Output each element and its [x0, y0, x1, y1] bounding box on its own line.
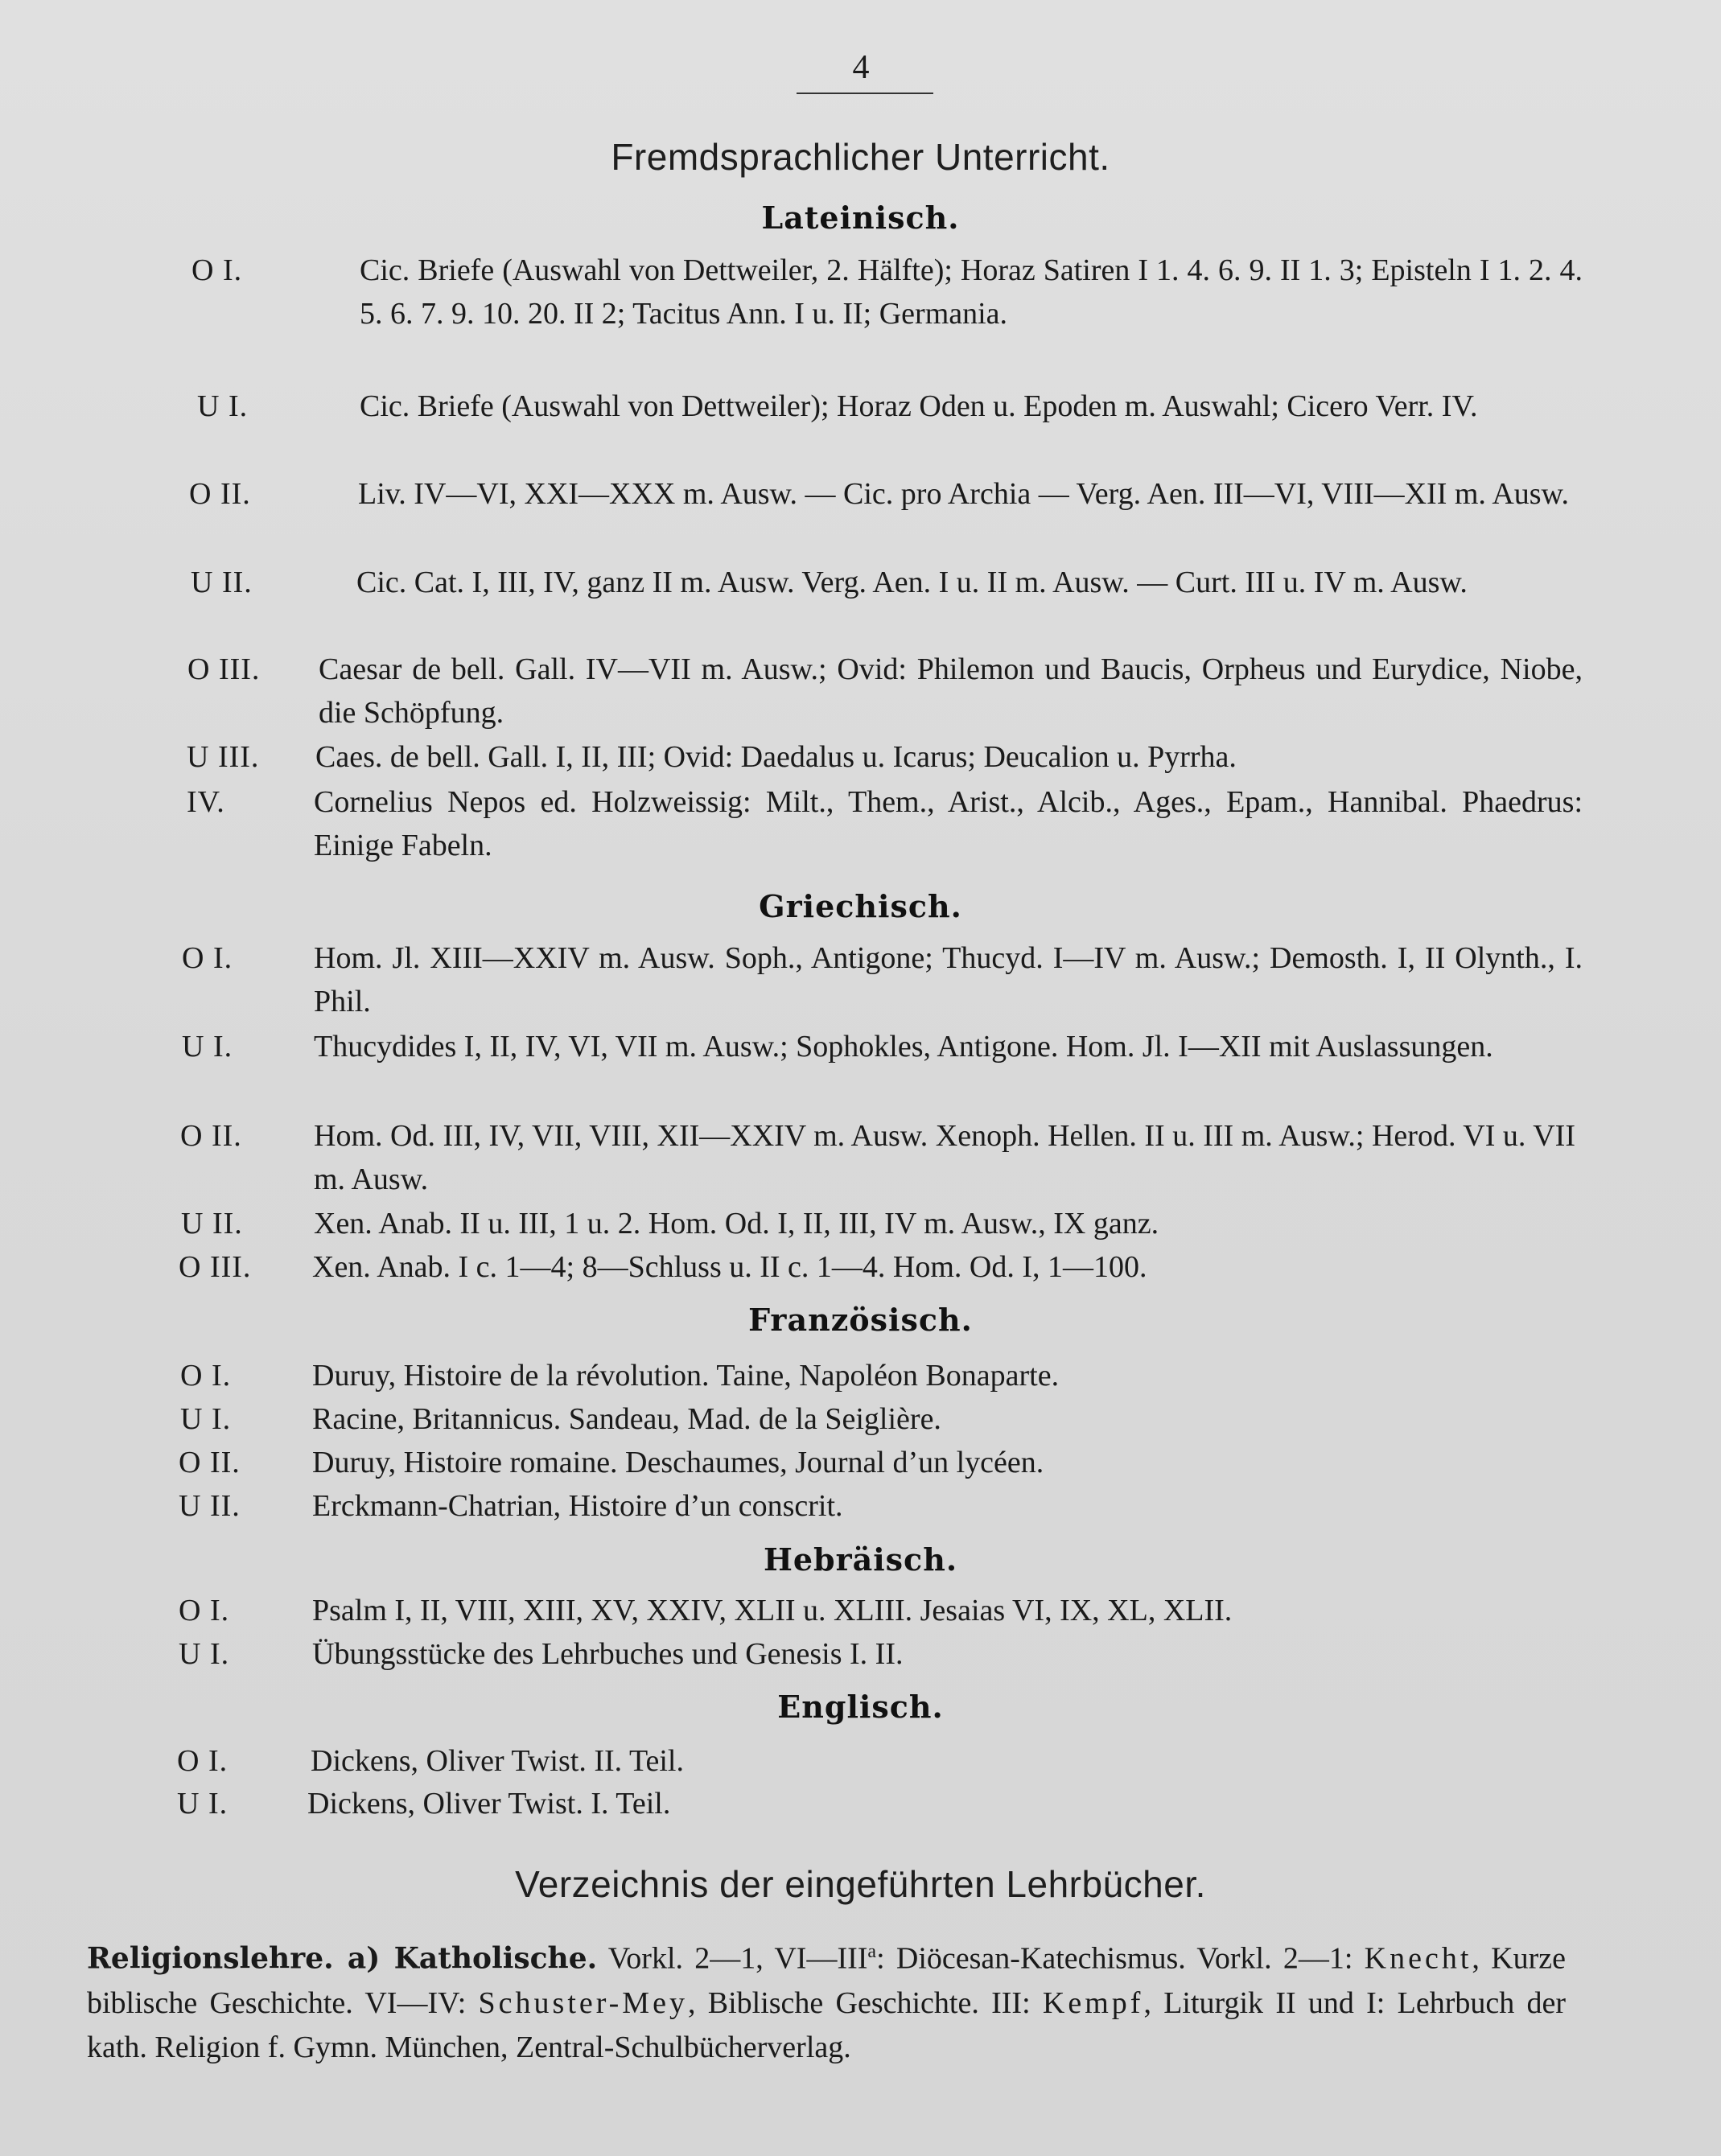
form-label: O III.: [187, 652, 261, 686]
author-schuster-mey: Schuster-Mey: [478, 1985, 688, 2020]
entry-text: Erckmann-Chatrian, Histoire d’un conscrit.: [312, 1489, 843, 1523]
entry-text: Cic. Briefe (Auswahl von Dettweiler, 2. Hälfte); Horaz Satiren I 1. 4. 6. 9. II 1. 3; Episteln I 1. 2. 4. 5. 6. 7. 9. 10. 20. II 2; Tacitus Ann. I u. II; Germania.: [360, 253, 1583, 331]
form-label: U I.: [182, 1030, 233, 1064]
religion-textbooks-paragraph: [87, 1930, 1566, 2070]
entry-text: Duruy, Histoire romaine. Deschaumes, Journal d’un lycéen.: [312, 1446, 1044, 1479]
form-label: U III.: [187, 740, 260, 774]
entry-text: Cornelius Nepos ed. Holzweissig: Milt., Them., Arist., Alcib., Ages., Epam., Hannibal. Phaedrus: Einige Fabeln.: [314, 785, 1583, 862]
author-knecht: Knecht: [1364, 1941, 1472, 1976]
page-number: 4: [852, 49, 870, 86]
form-label: O II.: [180, 1119, 242, 1153]
form-label: U II.: [179, 1489, 241, 1523]
religion-text-2: : Diöcesan-Katechismus. Vorkl. 2—1:: [876, 1941, 1365, 1976]
form-label: U I.: [180, 1402, 232, 1436]
entry-text: Xen. Anab. I c. 1—4; 8—Schluss u. II c. 1—4. Hom. Od. I, 1—100.: [312, 1250, 1147, 1284]
entry-text: Xen. Anab. II u. III, 1 u. 2. Hom. Od. I, II, III, IV m. Ausw., IX ganz.: [314, 1207, 1159, 1241]
entry-text: Duruy, Histoire de la révolution. Taine, Napoléon Bonaparte.: [312, 1359, 1060, 1393]
religion-superscript: a: [867, 1941, 877, 1962]
entry-text: Cic. Cat. I, III, IV, ganz II m. Ausw. Verg. Aen. I u. II m. Ausw. — Curt. III u. IV m. Ausw.: [356, 566, 1468, 599]
form-label: IV.: [187, 785, 225, 819]
textbooks-title: Verzeichnis der eingeführten Lehrbücher.: [515, 1863, 1206, 1905]
main-title: Fremdsprachlicher Unterricht.: [611, 136, 1110, 178]
section-heading-hebraeisch: Hebräisch.: [763, 1541, 958, 1578]
form-label: O II.: [189, 477, 251, 511]
religion-lead: Religionslehre. a) Katholische.: [87, 1941, 598, 1976]
religion-text-1: Vorkl. 2—1, VI—III: [597, 1941, 868, 1976]
religion-text-5: , Liturgik II und I: Lehrbuch der kath. Religion f. Gymn. München, Zentral-Schulbücherverlag.: [87, 1985, 1567, 2064]
entry-text: Hom. Od. III, IV, VII, VIII, XII—XXIV m. Ausw. Xenoph. Hellen. II u. III m. Ausw.; Herod. VI u. VII m. Ausw.: [314, 1119, 1575, 1196]
form-label: O I.: [191, 253, 243, 287]
form-label: O I.: [179, 1594, 230, 1627]
religion-text-3: , Kurze biblische Geschichte. VI—IV:: [87, 1941, 1566, 2020]
religion-text-4: , Biblische Geschichte. III:: [687, 1985, 1043, 2020]
section-heading-lateinisch: Lateinisch.: [761, 200, 960, 236]
entry-text: Übungsstücke des Lehrbuches und Genesis I. II.: [312, 1637, 904, 1671]
entry-text: Hom. Jl. XIII—XXIV m. Ausw. Soph., Antigone; Thucyd. I—IV m. Ausw.; Demosth. I, II Olynth., I. Phil.: [314, 941, 1583, 1018]
form-label: U I.: [177, 1787, 229, 1821]
entry-text: Racine, Britannicus. Sandeau, Mad. de la Seiglière.: [312, 1402, 941, 1436]
form-label: O I.: [180, 1359, 232, 1393]
form-label: O I.: [177, 1744, 229, 1778]
entry-text: Caesar de bell. Gall. IV—VII m. Ausw.; Ovid: Philemon und Baucis, Orpheus und Eurydice, Niobe, die Schöpfung.: [319, 652, 1583, 730]
author-kempf: Kempf: [1042, 1985, 1144, 2020]
section-heading-englisch: Englisch.: [777, 1689, 944, 1725]
entry-text: Dickens, Oliver Twist. II. Teil.: [311, 1744, 684, 1778]
form-label: U II.: [181, 1207, 243, 1241]
page-number-rule: [797, 93, 933, 94]
section-heading-griechisch: Griechisch.: [759, 888, 962, 924]
form-label: U I.: [179, 1637, 230, 1671]
entry-text: Dickens, Oliver Twist. I. Teil.: [307, 1787, 671, 1821]
form-label: O II.: [179, 1446, 241, 1479]
form-label: U II.: [191, 566, 253, 599]
form-label: O I.: [182, 941, 233, 975]
entry-text: Liv. IV—VI, XXI—XXX m. Ausw. — Cic. pro Archia — Verg. Aen. III—VI, VIII—XII m. Ausw.: [358, 477, 1570, 511]
entry-text: Caes. de bell. Gall. I, II, III; Ovid: Daedalus u. Icarus; Deucalion u. Pyrrha.: [315, 740, 1237, 774]
entry-text: Psalm I, II, VIII, XIII, XV, XXIV, XLII u. XLIII. Jesaias VI, IX, XL, XLII.: [312, 1594, 1233, 1627]
entry-text: Cic. Briefe (Auswahl von Dettweiler); Horaz Oden u. Epoden m. Auswahl; Cicero Verr. IV.: [360, 389, 1478, 423]
entry-text: Thucydides I, II, IV, VI, VII m. Ausw.; Sophokles, Antigone. Hom. Jl. I—XII mit Auslassungen.: [314, 1030, 1493, 1064]
form-label: U I.: [197, 389, 249, 423]
section-heading-franzoesisch: Französisch.: [748, 1302, 973, 1338]
form-label: O III.: [179, 1250, 252, 1284]
